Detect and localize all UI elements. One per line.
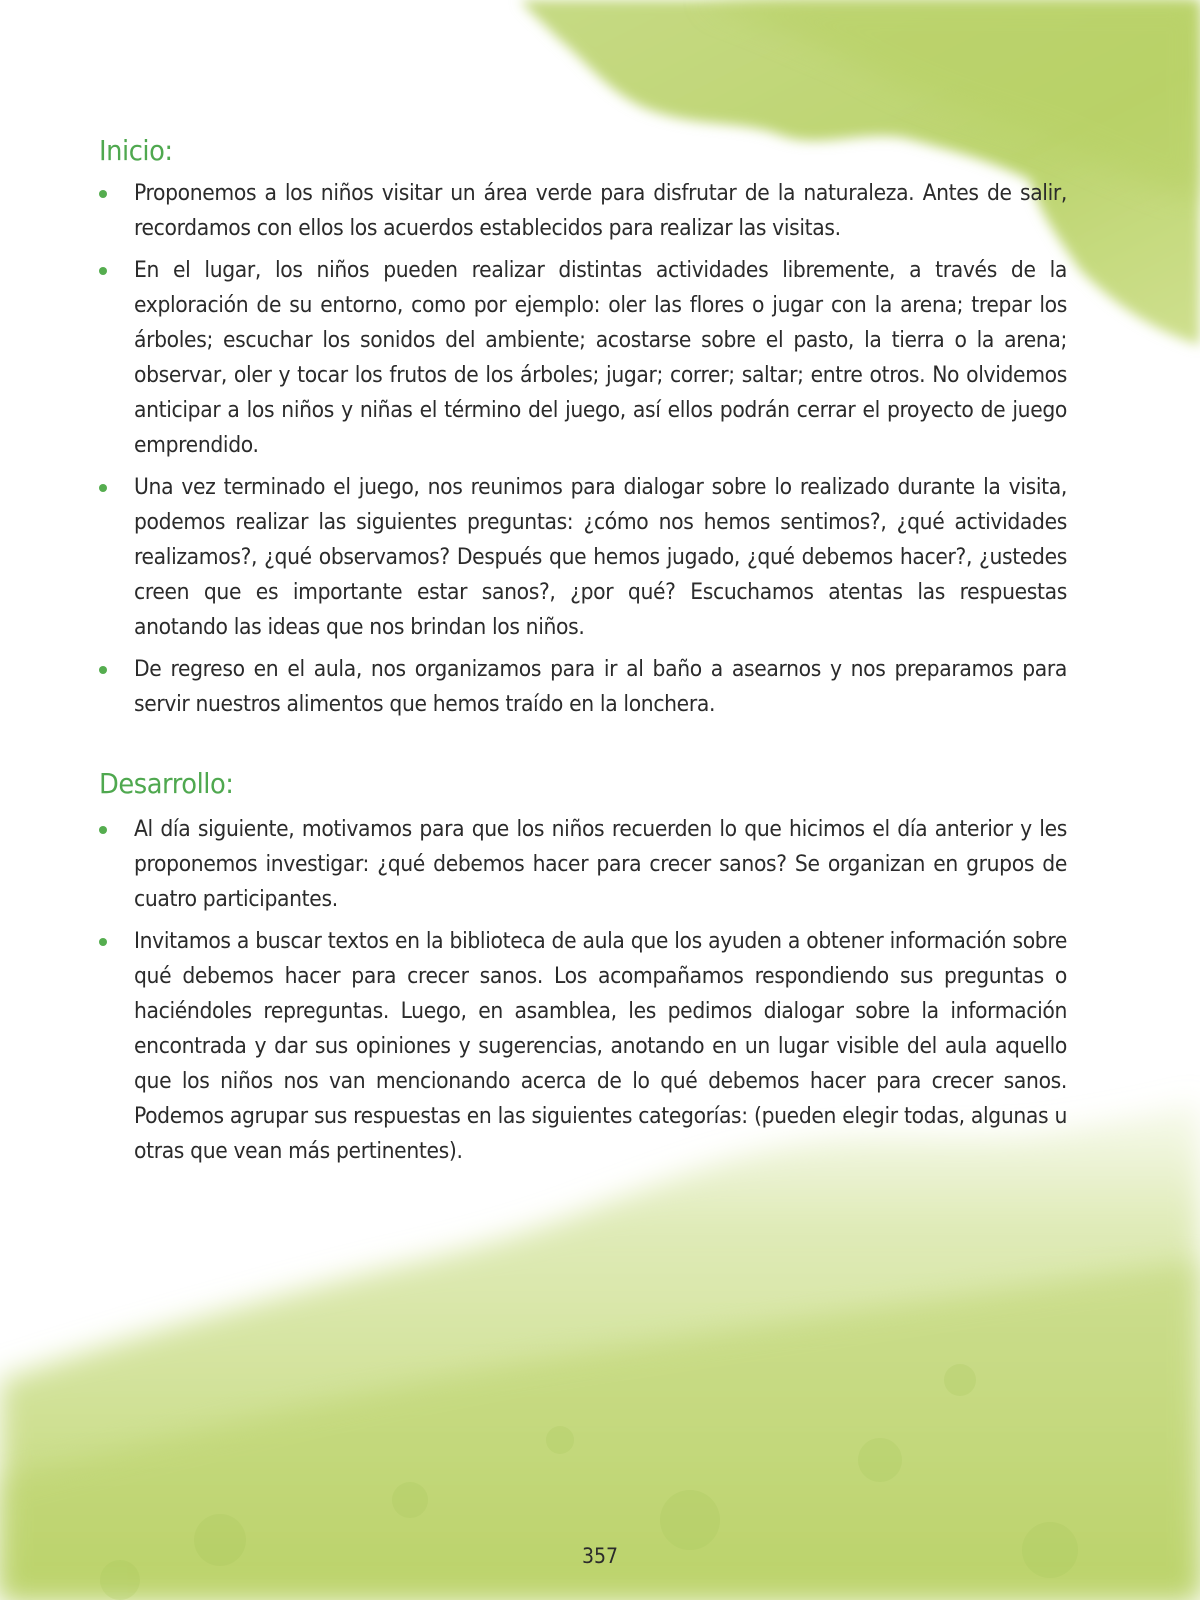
bullet-icon [99,666,107,674]
list-item-text: De regreso en el aula, nos organizamos para ir al baño a asearnos y nos preparamos para servir nuestros alimentos que hemos traído en la lonchera. [134,656,1067,717]
section-heading-desarrollo: Desarrollo: [99,767,234,800]
list-item-text: Invitamos a buscar textos en la biblioteca de aula que los ayuden a obtener información sobre qué debemos hacer para crecer sanos. Los acompañamos respondiendo sus preguntas o haciéndoles repreguntas. Luego, en asamblea, les pedimos dialogar sobre la información encontrada y dar sus opiniones y sugerencias, anotando en un lugar visible del aula aquello que los niños nos van mencionando acerca de lo qué debemos hacer para crecer sanos. Podemos agrupar sus respuestas en las siguientes categorías: (pueden elegir todas, algunas u otras que vean más pertinentes). [134,928,1067,1164]
bullet-icon [99,938,107,946]
inicio-list [99,176,1067,729]
bullet-icon [99,267,107,275]
list-item [99,924,1067,1169]
list-item [99,652,1067,722]
desarrollo-list [99,812,1067,1176]
section-heading-inicio: Inicio: [99,134,173,167]
bullet-icon [99,190,107,198]
list-item [99,470,1067,645]
page-number: 357 [581,1544,619,1568]
list-item [99,253,1067,463]
list-item-text: En el lugar, los niños pueden realizar distintas actividades libremente, a través de la exploración de su entorno, como por ejemplo: oler las flores o jugar con la arena; trepar los árboles; escuchar los sonidos del ambiente; acostarse sobre el pasto, la tierra o la arena; observar, oler y tocar los frutos de los árboles; jugar; correr; saltar; entre otros. No olvidemos anticipar a los niños y niñas el término del juego, así ellos podrán cerrar el proyecto de juego emprendido. [134,257,1067,458]
bullet-icon [99,484,107,492]
list-item [99,812,1067,917]
list-item-text: Proponemos a los niños visitar un área verde para disfrutar de la naturaleza. Antes de salir, recordamos con ellos los acuerdos establecidos para realizar las visitas. [134,180,1067,241]
list-item-text: Una vez terminado el juego, nos reunimos para dialogar sobre lo realizado durante la visita, podemos realizar las siguientes preguntas: ¿cómo nos hemos sentimos?, ¿qué actividades realizamos?, ¿qué observamos? Después que hemos jugado, ¿qué debemos hacer?, ¿ustedes creen que es importante estar sanos?, ¿por qué? Escuchamos atentas las respuestas anotando las ideas que nos brindan los niños. [134,474,1067,640]
list-item-text: Al día siguiente, motivamos para que los niños recuerden lo que hicimos el día anterior y les proponemos investigar: ¿qué debemos hacer para crecer sanos? Se organizan en grupos de cuatro participantes. [134,816,1067,912]
list-item [99,176,1067,246]
bullet-icon [99,826,107,834]
